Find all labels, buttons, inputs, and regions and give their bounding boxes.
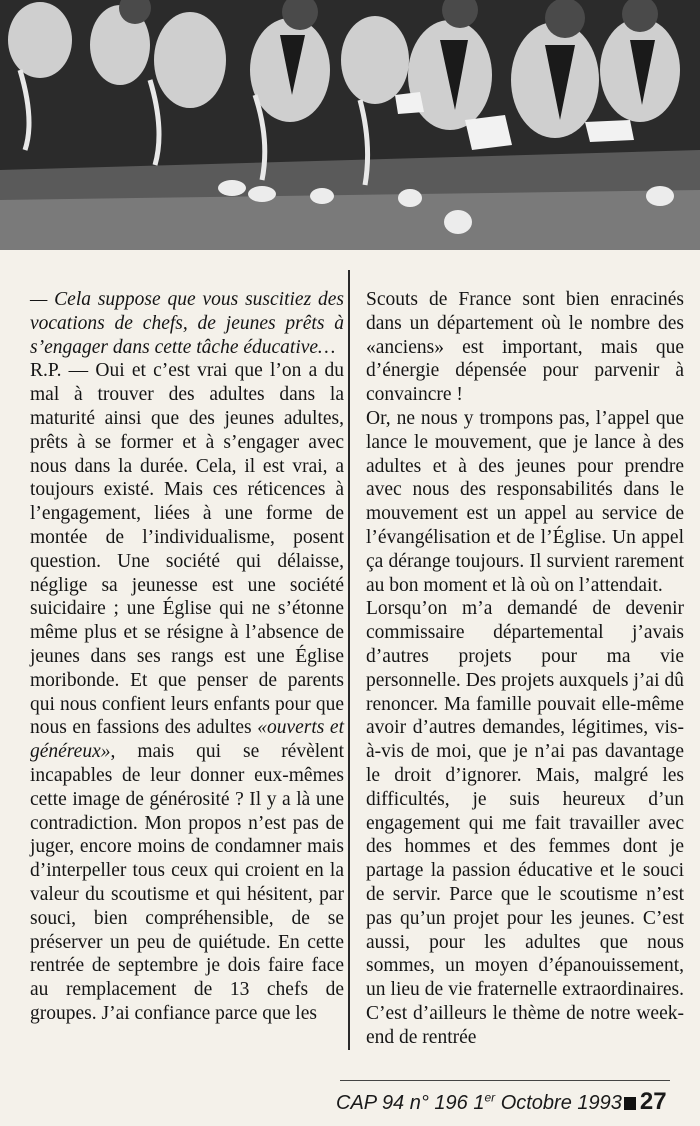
footer-rule <box>340 1080 670 1081</box>
article-column-right <box>366 288 684 1050</box>
interview-answer: R.P. — Oui et c’est vrai que l’on a du mal à trouver des adultes dans la maturité ainsi que des jeunes adultes, prêts à se former et à s’engager avec nous dans la durée. Cela, il est vrai, a toujours existé. Mais ces réticences à l’engagement, liées à une forme de montée de l’individualisme, posent question. Une société qui délaisse, néglige sa jeunesse est une société suicidaire ; une Église qui ne s’étonne même plus et se résigne à l’absence de jeunes dans ses rangs est une Église moribonde. Et que penser de parents qui nous confient leurs enfants pour que nous en fassions des adultes «ouverts et généreux», mais qui se révèlent incapables de leur donner eux-mêmes cette image de générosité ? Il y a là une contradiction. Mon propos n’est pas de juger, encore moins de condamner mais d’interpeller tous ceux qui croient en la valeur du scoutisme et qui hésitent, par souci, bien compréhensible, de se préserver un peu de quiétude. En cette rentrée de septembre je dois faire face au remplacement de 13 chefs de groupes. J’ai confiance parce que les <box>30 360 344 1024</box>
column-divider <box>348 270 350 1050</box>
article-column-left <box>30 288 344 1026</box>
square-bullet-icon <box>624 1097 636 1110</box>
page-footer <box>336 1086 688 1118</box>
issue-date: Octobre 1993 <box>495 1092 622 1114</box>
scouts-photo <box>0 0 700 250</box>
paragraph: Lorsqu’on m’a demandé de devenir commissaire départemental j’avais d’autres projets pour ma vie personnelle. Des projets auxquels j’ai dû renoncer. Ma famille pouvait elle-même avoir d’autres demandes, légitimes, vis-à-vis de moi, que je n’ai pas davantage le droit d’ignorer. Mais, malgré les difficultés, je suis heureux d’un engagement qui me fait travailler avec des hommes et des femmes dont je partage la passion éducative et le souci de servir. Parce que le scoutisme n’est pas qu’un projet pour les jeunes. C’est aussi, pour les adultes que nous sommes, un moyen d’épanouissement, un lieu de vie fraternelle extraordinaires. C’est d’ailleurs le thème de notre week-end de rentrée <box>366 598 684 1048</box>
paragraph: Or, ne nous y trompons pas, l’appel que lance le mouvement, que je lance à des adultes et à des jeunes pour prendre avec nous des responsabilités dans le mouvement est un appel au service de l’évangélisation et de l’Église. Un appel ça dérange toujours. Il survient rarement au bon moment et là où on l’attendait. <box>366 407 684 596</box>
magazine-issue: CAP 94 n° 196 1 <box>336 1092 485 1114</box>
scouts-photo-icon <box>0 0 700 250</box>
interview-question: — Cela suppose que vous suscitiez des vocations de chefs, de jeunes prêts à s’engager dans cette tâche éducative… <box>30 289 344 358</box>
paragraph: Scouts de France sont bien enracinés dans un département où le nombre des «anciens» est important, mais que d’énergie dépensée pour parvenir à convaincre ! <box>366 289 684 406</box>
page-number: 27 <box>639 1088 667 1115</box>
ordinal-suffix: er <box>484 1090 496 1105</box>
